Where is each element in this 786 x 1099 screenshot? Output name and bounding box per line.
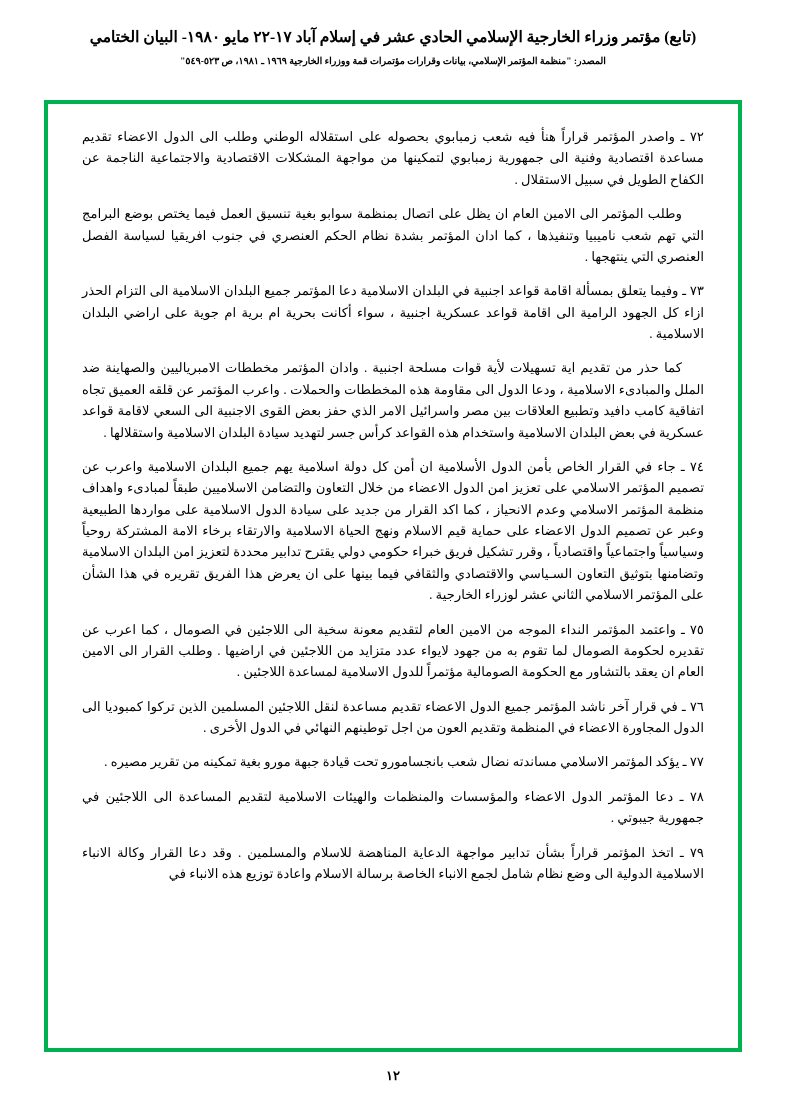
paragraph: ٧٦ ـ في قرار آخر ناشد المؤتمر جميع الدول الاعضاء تقديم مساعدة لنقل اللاجئين المسلمين الذين تركوا كمبوديا الى الدول المجاورة الاعضاء في المنظمة وتقديم العون من اجل توطينهم النهائي في الدول الأخرى . [82, 698, 704, 735]
paragraph: ٧٩ ـ اتخذ المؤتمر قراراً بشأن تدابير مواجهة الدعاية المناهضة للاسلام والمسلمين . وقد دعا القرار وكالة الانباء الاسلامية الدولية الى وضع نظام شامل لجمع الانباء الخاصة برسالة الاسلام واعادة توزيع هذه الانباء في [82, 844, 704, 881]
paragraph: ٧٣ ـ وفيما يتعلق بمسألة اقامة قواعد اجنبية في البلدان الاسلامية دعا المؤتمر جميع البلدان الاسلامية الى التزام الحذر ازاء كل الجهود الرامية الى اقامة قواعد عسكرية اجنبية ، سواء أكانت بحرية ام برية ام جوية على اراضي البلدان الاسلامية . [82, 283, 704, 341]
paragraph: ٧٢ ـ واصدر المؤتمر قراراً هنأ فيه شعب زمبابوي بحصوله على استقلاله الوطني وطلب الى الدول الاعضاء تقديم مساعدة اقتصادية وفنية الى جمهورية زمبابوي لتمكينها من مواجهة المشكلات الاقتصادية والاجتماعية الناجمة عن الكفاح الطويل في سبيل الاستقلال . [82, 129, 704, 187]
paragraph: ٧٨ ـ دعا المؤتمر الدول الاعضاء والمؤسسات والمنظمات والهيئات الاسلامية لتقديم المساعدة الى اللاجئين في جمهورية جيبوتي . [82, 788, 704, 826]
body-text-container [48, 104, 738, 894]
page-header [0, 0, 786, 70]
paragraph: وطلب المؤتمر الى الامين العام ان يظل على اتصال بمنظمة سوابو بغية تنسيق العمل فيما يختص بوضع البرامج التي تهم شعب ناميبيا وتنفيذها ، كما ادان المؤتمر بشدة نظام الحكم العنصري في جنوب افريقيا لسياسة الفصل العنصري التي ينتهجها . [82, 206, 704, 264]
header-title: (تابع) مؤتمر وزراء الخارجية الإسلامي الحادي عشر في إسلام آباد ١٧-٢٢ مايو ١٩٨٠- البيان الختامي [89, 29, 697, 46]
header-source: المصدر: "منظمة المؤتمر الإسلامي، بيانات وقرارات مؤتمرات قمة ووزراء الخارجية ١٩٦٩ ـ ١٩٨١، ص ٥٢٣-٥٤٩" [180, 57, 606, 68]
green-content-frame [44, 100, 742, 1052]
paragraph: ٧٧ ـ يؤكد المؤتمر الاسلامي مساندته نضال شعب بانجسامورو تحت قيادة جبهة مورو بغية تمكينه من تقرير مصيره . [104, 754, 704, 770]
paragraph: ٧٤ ـ جاء في القرار الخاص بأمن الدول الأسلامية ان أمن كل دولة اسلامية يهم جميع البلدان الاسلامية واعرب عن تصميم المؤتمر الاسلامي على تعزيز امن الدول الاعضاء من خلال التعاون والتضامن الاسلاميين طبقاً لمبادىء واهداف منظمة المؤتمر الاسلامي وعدم الانحياز ، كما اكد القرار من جديد على سيادة الدول الاسلامية على مواردها الطبيعية وعبر عن تصميم الدول الاعضاء على حماية قيم الاسلام ونهج الحياة الاسلامية والارتقاء برخاء الامة المشتركة روحياً وسياسياً واجتماعياً واقتصادياً ، وقرر تشكيل فريق خبراء حكومي دولي يقترح تدابير محددة لتعزيز امن البلدان الاسلامية وتضامنها بتوثيق التعاون السـياسي والاقتصادي والثقافي فيما بينها على ان يعرض هذا الفريق تقريره في هذا الشأن على المؤتمر الاسلامي الثاني عشر لوزراء الخارجية . [82, 458, 704, 603]
paragraph: ٧٥ ـ واعتمد المؤتمر النداء الموجه من الامين العام لتقديم معونة سخية الى اللاجئين في الصومال ، كما اعرب عن تقديره لحكومة الصومال لما تقوم به من جهود لايواء عدد متزايد من اللاجئين في اراضيها . وطلب القرار الى الامين العام ان يعقد بالتشاور مع الحكومة الصومالية مؤتمراً للدول الاسلامية لمساعدة اللاجئين . [82, 621, 704, 680]
paragraph: كما حذر من تقديم اية تسهيلات لأية قوات مسلحة اجنبية . وادان المؤتمر مخططات الامبرياليين والصهاينة ضد الملل والمبادىء الاسلامية ، ودعا الدول الى مقاومة هذه المخططات والحملات . واعرب المؤتمر عن قلقه العميق تجاه اتفاقية كامب دافيد وتطبيع العلاقات بين مصر واسرائيل الامر الذي حفز بعض القوى الاجنبية الى السعي لاقامة قواعد عسكرية في بعض البلدان الاسلامية واستخدام هذه القواعد كرأس جسر لتهديد سيادة البلدان الاسلامية واستقلالها . [82, 360, 704, 440]
page-number: ١٢ [386, 1068, 400, 1083]
